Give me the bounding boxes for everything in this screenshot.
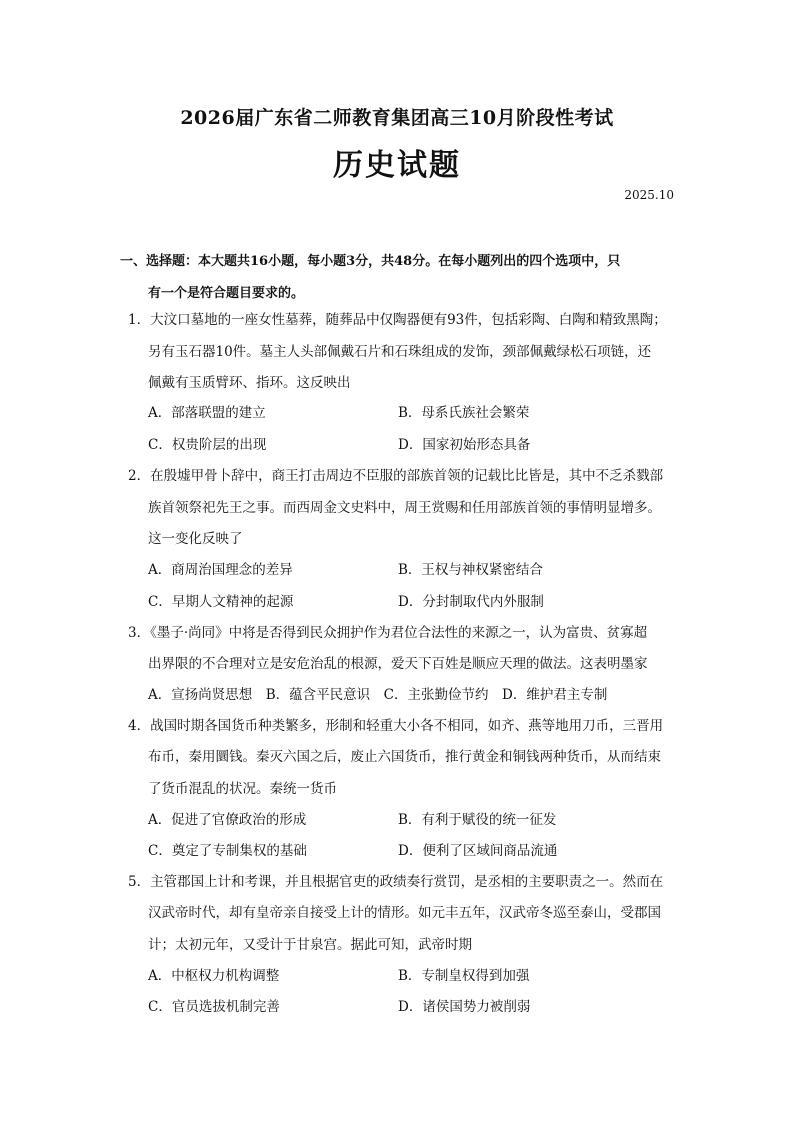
subject-title: 历史试题: [333, 148, 461, 183]
question-2-line-2: 族首领祭祀先王之事。而西周金文史料中，周王赏赐和任用部族首领的事情明显增多。: [148, 500, 661, 516]
question-4-option-b: B．有利于赋役的统一征发: [398, 812, 557, 828]
exam-title: 2026届广东省二师教育集团高三10月阶段性考试: [180, 107, 614, 129]
question-1-option-b: B．母系氏族社会繁荣: [398, 405, 530, 421]
question-5-option-a: A．中枢权力机构调整: [148, 968, 280, 984]
section-header: [120, 246, 680, 310]
question-1-option-d: D．国家初始形态具备: [398, 437, 531, 453]
question-5-option-d: D．诸侯国势力被削弱: [398, 999, 531, 1015]
question-2-line-3: 这一变化反映了: [148, 531, 243, 547]
question-5-option-b: B．专制皇权得到加强: [398, 968, 530, 984]
question-3-line-1: 3．《墨子·尚同》中将是否得到民众拥护作为君位合法性的来源之一，认为富贵、贫寡超: [128, 625, 648, 641]
question-5-option-c: C．官员选拔机制完善: [148, 999, 280, 1015]
question-2-option-a: A．商周治国理念的差异: [148, 562, 293, 578]
question-1-line-1: 1．大汶口墓地的一座女性墓葬，随葬品中仅陶器便有93件，包括彩陶、白陶和精致黑陶；: [128, 312, 667, 328]
section-header-line-2: 有一个是符合题目要求的。: [148, 286, 305, 301]
question-1-line-2: 另有玉石器10件。墓主人头部佩戴石片和石珠组成的发饰，颈部佩戴绿松石项链，还: [148, 344, 652, 360]
question-2-option-b: B．王权与神权紧密结合: [398, 562, 543, 578]
question-3-options: A．宣扬尚贤思想 B．蕴含平民意识 C．主张勤俭节约 D．维护君主专制: [148, 687, 608, 703]
question-4-option-d: D．便利了区域间商品流通: [398, 843, 558, 859]
question-2-option-d: D．分封制取代内外服制: [398, 594, 544, 610]
question-2-option-c: C．早期人文精神的起源: [148, 594, 294, 610]
section-header-line-1: 一、选择题：本大题共16小题，每小题3分，共48分。在每小题列出的四个选项中，只: [120, 254, 621, 269]
exam-date: 2025.10: [624, 188, 674, 202]
question-4-line-1: 4．战国时期各国货币种类繁多，形制和轻重大小各不相同，如齐、燕等地用刀币，三晋用: [128, 718, 664, 734]
question-1-option-a: A．部落联盟的建立: [148, 405, 266, 421]
question-3-line-2: 出界限的不合理对立是安危治乱的根源，爱天下百姓是顺应天理的做法。这表明墨家: [148, 656, 648, 672]
question-4-option-a: A．促进了官僚政治的形成: [148, 812, 307, 828]
question-5-line-2: 汉武帝时代，却有皇帝亲自接受上计的情形。如元丰五年，汉武帝冬巡至泰山，受郡国: [148, 905, 661, 921]
question-1-line-3: 佩戴有玉质臂环、指环。这反映出: [148, 375, 351, 391]
question-1-option-c: C．权贵阶层的出现: [148, 437, 267, 453]
question-2-line-1: 2．在殷墟甲骨卜辞中，商王打击周边不臣服的部族首领的记载比比皆是，其中不乏杀戮部: [128, 468, 664, 484]
question-5-line-1: 5．主管郡国上计和考课，并且根据官吏的政绩奏行赏罚，是丞相的主要职责之一。然而在: [128, 874, 664, 890]
question-4-line-3: 了货币混乱的状况。秦统一货币: [148, 781, 337, 797]
question-4-line-2: 布币，秦用圜钱。秦灭六国之后，废止六国货币，推行黄金和铜钱两种货币，从而结束: [148, 749, 661, 765]
question-5-line-3: 计；太初元年，又受计于甘泉宫。据此可知，武帝时期: [148, 937, 472, 953]
question-4-option-c: C．奠定了专制集权的基础: [148, 843, 307, 859]
